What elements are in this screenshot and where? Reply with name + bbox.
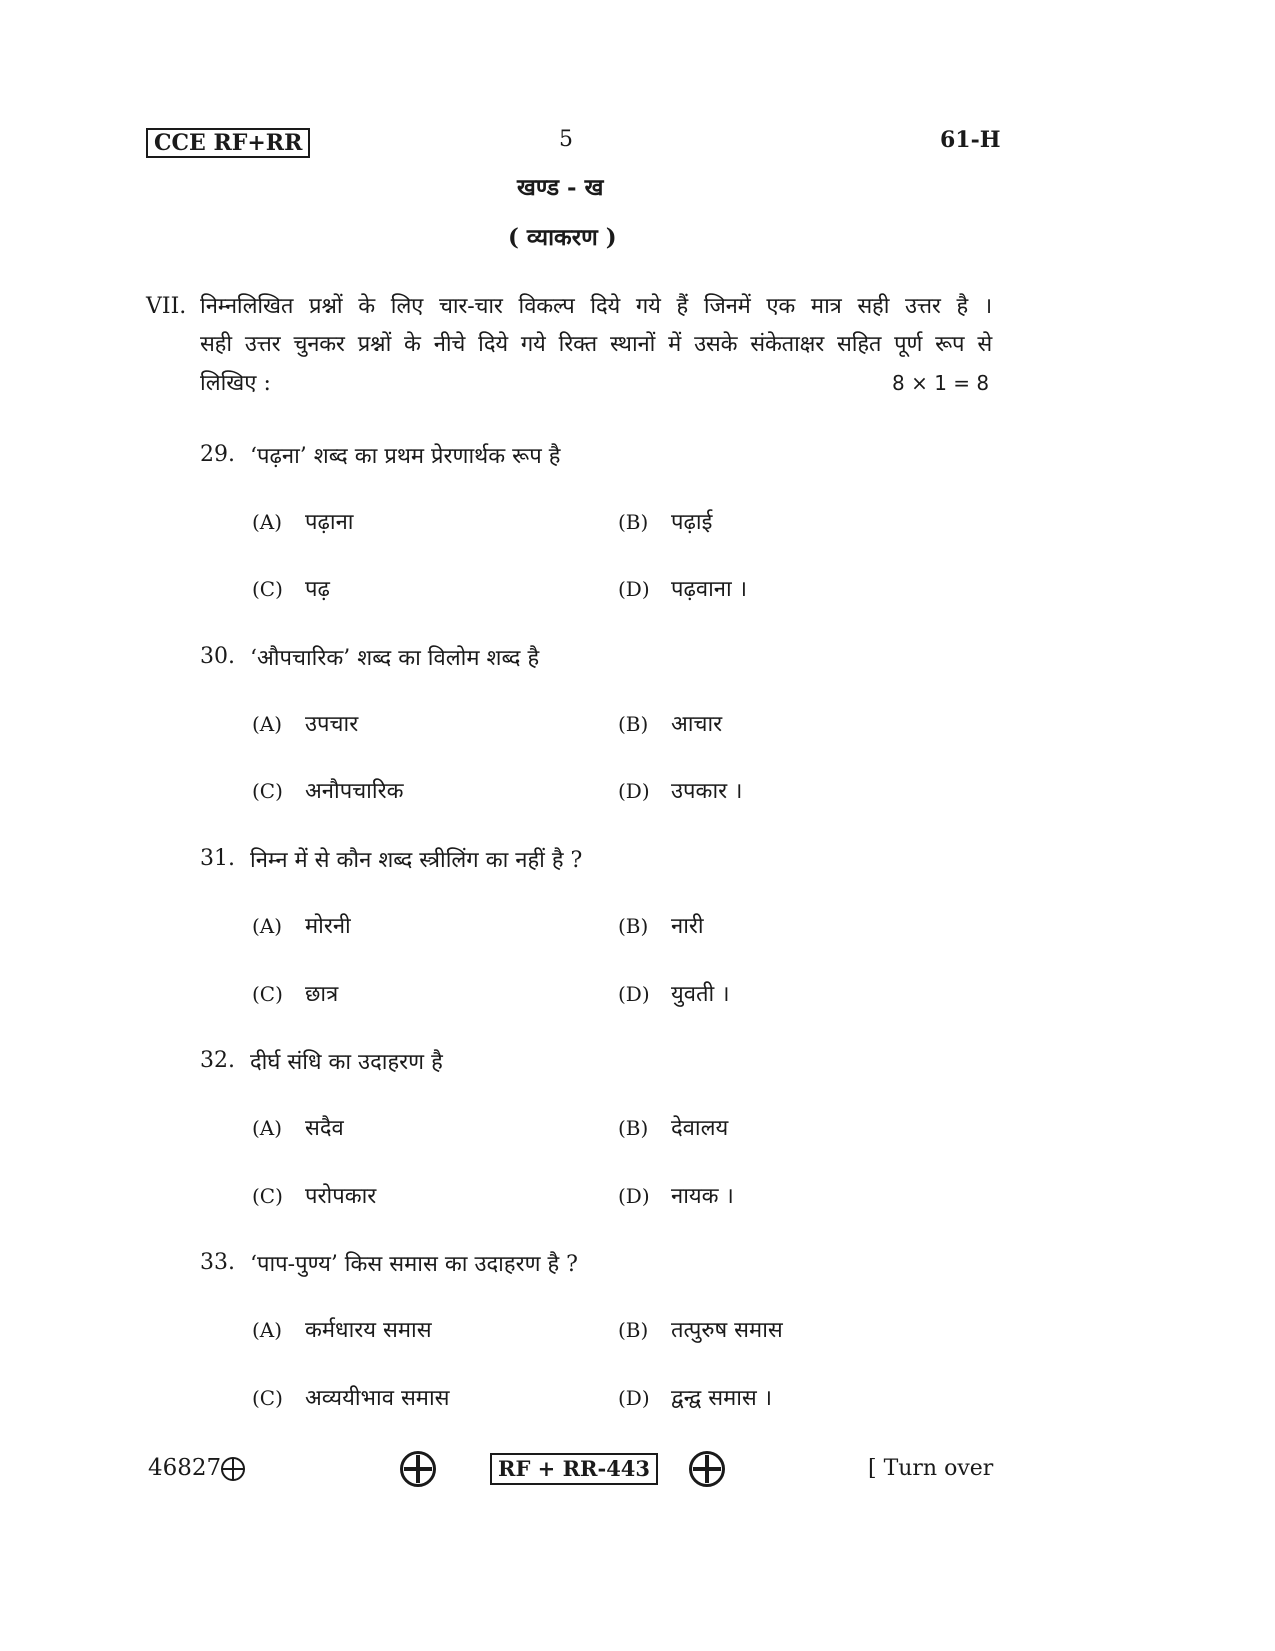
option-letter: (C) [252,577,283,601]
option-letter: (B) [618,712,649,736]
turn-over-note: [ Turn over [868,1456,994,1481]
option-text: कर्मधारय समास [305,1318,432,1343]
small-registration-mark-icon [220,1456,246,1482]
paper-code-box [146,128,310,158]
option-text: पढ़ाई [671,510,713,535]
option-letter: (B) [618,914,649,938]
option-text: अनौपचारिक [305,779,404,804]
option-text: परोपकार [305,1184,377,1209]
option-text: उपकार । [671,779,743,804]
option-text: सदैव [305,1116,344,1141]
registration-mark-left-icon [399,1450,437,1488]
question-text: दीर्घ संधि का उदाहरण है [250,1050,443,1075]
option-text: छात्र [305,982,339,1007]
option-letter: (C) [252,982,283,1006]
question-text: ‘पाप-पुण्य’ किस समास का उदाहरण है ? [250,1252,578,1277]
option-letter: (D) [618,779,650,803]
center-code-box [490,1453,658,1485]
option-text: आचार [671,712,723,737]
question-text: ‘पढ़ना’ शब्द का प्रथम प्रेरणार्थक रूप है [250,444,561,469]
option-letter: (A) [252,1116,283,1140]
registration-mark-right-icon [688,1450,726,1488]
option-text: पढ़ [305,577,330,602]
marks-allocation: 8 × 1 = 8 [892,371,990,395]
option-letter: (C) [252,779,283,803]
option-text: उपचार [305,712,359,737]
question-number: 32. [200,1048,235,1073]
option-letter: (D) [618,577,650,601]
option-text: युवती । [671,982,730,1007]
question-number: 30. [200,644,235,669]
question-number: 33. [200,1250,235,1275]
question-text: ‘औपचारिक’ शब्द का विलोम शब्द है [250,646,540,671]
section-subtitle: ( व्याकरण ) [508,224,617,251]
option-letter: (B) [618,1116,649,1140]
question-number: 31. [200,846,235,871]
option-text: अव्ययीभाव समास [305,1386,450,1411]
instruction-line-2: सही उत्तर चुनकर प्रश्नों के नीचे दिये गये रिक्त स्थानों में उसके संकेताक्षर सहित पूर्ण रूप से [200,332,992,357]
paper-code: CCE RF+RR [154,130,303,156]
instruction-roman: VII. [146,294,187,319]
option-letter: (A) [252,914,283,938]
option-letter: (D) [618,982,650,1006]
option-letter: (A) [252,712,283,736]
option-text: नारी [671,914,704,939]
instruction-line-3: लिखिए : [200,371,271,396]
option-letter: (B) [618,510,649,534]
option-letter: (C) [252,1386,283,1410]
footer-serial: 46827 [148,1455,222,1481]
question-text: निम्न में से कौन शब्द स्त्रीलिंग का नहीं है ? [250,848,583,873]
option-text: मोरनी [305,914,351,939]
option-text: तत्पुरुष समास [671,1318,783,1343]
question-number: 29. [200,442,235,467]
option-letter: (B) [618,1318,649,1342]
instruction-line-1: निम्नलिखित प्रश्नों के लिए चार-चार विकल्प दिये गये हैं जिनमें एक मात्र सही उत्तर है । [200,294,992,319]
option-text: पढ़ाना [305,510,354,535]
option-letter: (C) [252,1184,283,1208]
option-letter: (D) [618,1386,650,1410]
section-title: खण्ड - ख [517,174,604,201]
option-text: द्वन्द्व समास । [671,1386,773,1411]
subject-code: 61-H [940,127,1001,153]
option-text: देवालय [671,1116,729,1141]
page-number: 5 [559,127,573,152]
option-text: नायक । [671,1184,734,1209]
center-code: RF + RR-443 [498,1456,651,1481]
option-letter: (A) [252,510,283,534]
option-letter: (A) [252,1318,283,1342]
option-text: पढ़वाना । [671,577,748,602]
option-letter: (D) [618,1184,650,1208]
